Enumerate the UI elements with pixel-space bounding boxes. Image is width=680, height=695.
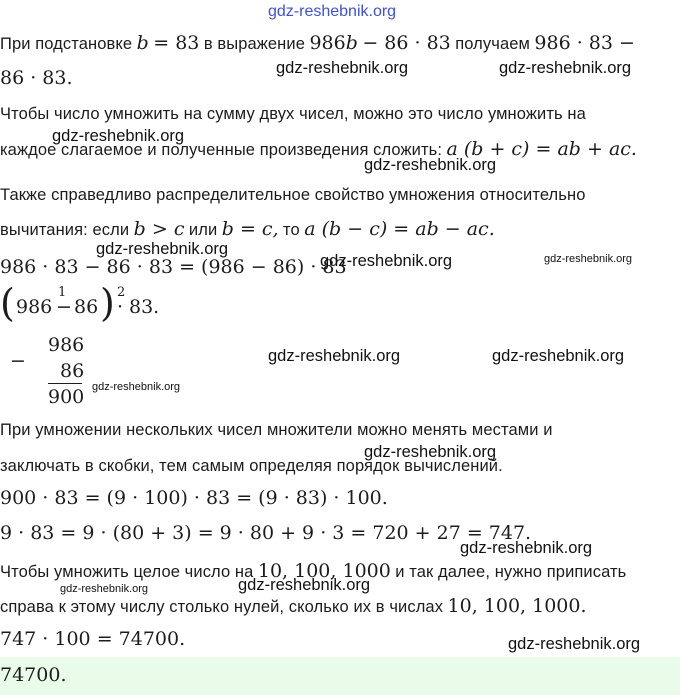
watermark: gdz-reshebnik.org [364, 443, 497, 461]
text: каждое слагаемое и полученные произведения сложить: [0, 141, 443, 159]
num: 986 [16, 296, 53, 318]
text: или [188, 221, 218, 239]
var-b: b [136, 32, 149, 54]
subtrahend: 86 [60, 360, 85, 382]
paren-close: ) [100, 281, 115, 325]
num: 83. [129, 296, 160, 318]
formula: a (b + c) = ab + ac. [446, 138, 637, 160]
answer-value: 74700. [0, 664, 67, 686]
watermark: gdz-reshebnik.org [268, 347, 401, 365]
condition: b = c, [221, 218, 279, 240]
distributive-rule-text: Чтобы число умножить на сумму двух чисел, можно это число умножить на [0, 105, 586, 123]
watermark: gdz-reshebnik.org [276, 59, 409, 77]
multiply-by-ten-rule-2 [0, 595, 587, 617]
watermark: gdz-reshebnik.org [492, 347, 625, 365]
superscript: 2 [117, 285, 126, 300]
numbers: 10, 100, 1000 [257, 560, 391, 582]
substitution-line-2: 86 · 83. [0, 67, 73, 89]
text: в выражение [203, 35, 305, 53]
formula: a (b − c) = ab − ac. [304, 218, 495, 240]
watermark: gdz-reshebnik.org [238, 576, 371, 594]
commutative-rule-text-2: заключать в скобки, тем самым определяя порядок вычислений. [0, 457, 503, 475]
minus-sign: − [10, 350, 26, 372]
paren-open: ( [0, 281, 15, 325]
expr: − 86 · 83 [362, 32, 451, 54]
substitution-line [0, 32, 635, 54]
num: 86 [74, 296, 99, 318]
calc-line-1: 986 · 83 − 86 · 83 = (986 − 86) · 83 [0, 256, 347, 278]
column-subtraction [0, 334, 110, 410]
text: справа к этому числу столько нулей, сколько их в числах [0, 598, 444, 616]
expr: 986 · 83 − [534, 32, 635, 54]
column-line [48, 383, 82, 384]
value: = 83 [153, 32, 200, 54]
text: то [283, 221, 300, 239]
watermark: gdz-reshebnik.org [499, 59, 632, 77]
text: вычитания: если [0, 221, 130, 239]
text: и так далее, нужно приписать [395, 563, 627, 581]
dot: · [117, 296, 124, 318]
minus: − [56, 296, 72, 318]
minuend: 986 [48, 334, 85, 356]
watermark: gdz-reshebnik.org [320, 252, 453, 270]
calc-line-2: 900 · 83 = (9 · 100) · 83 = (9 · 83) · 100. [0, 487, 388, 509]
text: При подстановке [0, 35, 133, 53]
subtraction-rule-text: Также справедливо распределительное свойство умножения относительно [0, 186, 586, 204]
calc-line-4: 747 · 100 = 74700. [0, 628, 186, 650]
expr-var: b [345, 32, 358, 54]
watermark: gdz-reshebnik.org [460, 539, 593, 557]
subtraction-rule-line [0, 218, 495, 240]
answer-box [0, 657, 680, 695]
difference: 900 [48, 386, 85, 408]
watermark-top: gdz-reshebnik.org [268, 3, 397, 20]
watermark: gdz-reshebnik.org [364, 156, 497, 174]
watermark: gdz-reshebnik.org [52, 127, 185, 145]
numbers: 10, 100, 1000. [447, 595, 587, 617]
watermark-small: gdz-reshebnik.org [60, 583, 149, 595]
watermark-small: gdz-reshebnik.org [544, 253, 633, 265]
text: Чтобы умножить целое число на [0, 563, 254, 581]
distributive-rule-line [0, 138, 637, 160]
commutative-rule-text: При умножении нескольких чисел множители можно менять местами и [0, 421, 553, 439]
expr: 986 [309, 32, 346, 54]
calc-line-3: 9 · 83 = 9 · (80 + 3) = 9 · 80 + 9 · 3 = 720 + 27 = 747. [0, 522, 532, 544]
watermark: gdz-reshebnik.org [96, 240, 229, 258]
watermark: gdz-reshebnik.org [508, 635, 641, 653]
condition: b > c [133, 218, 185, 240]
text: получаем [455, 35, 530, 53]
superscript: 1 [58, 285, 67, 300]
watermark-small: gdz-reshebnik.org [92, 381, 181, 393]
